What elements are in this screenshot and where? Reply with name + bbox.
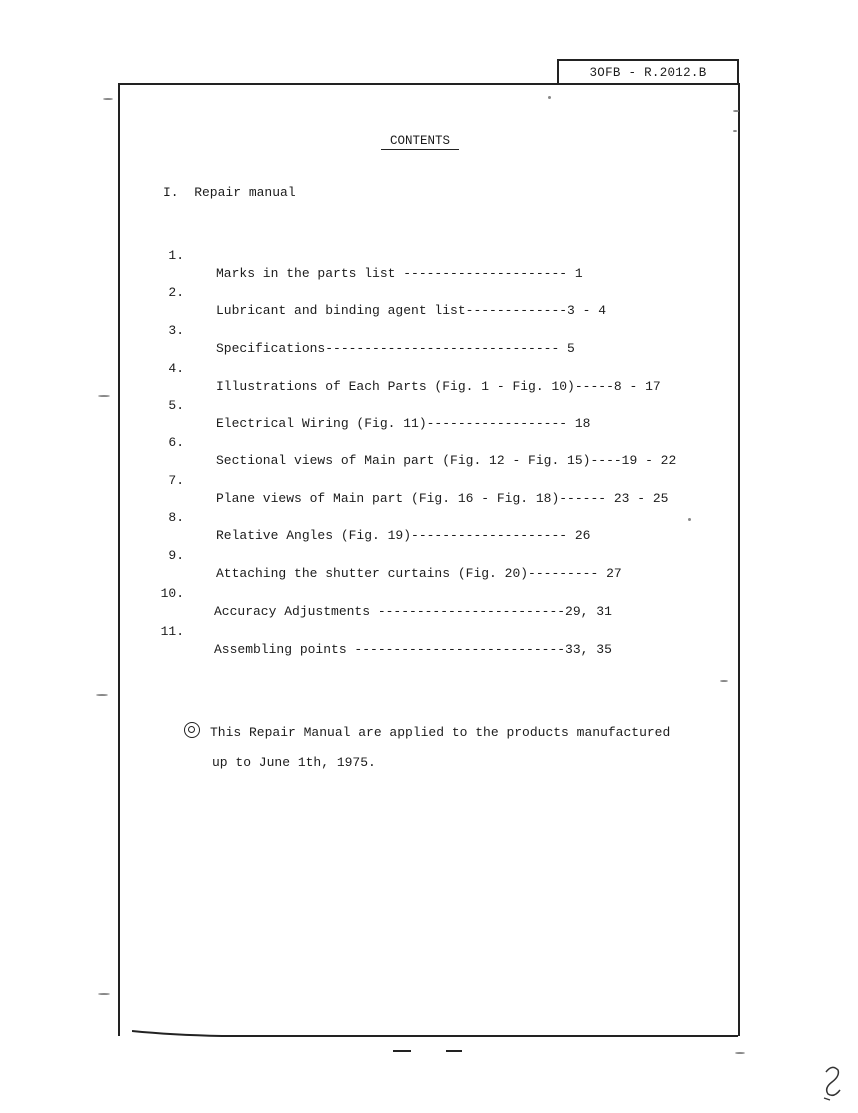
contents-title: CONTENTS bbox=[381, 134, 459, 150]
toc-item-number: 4. bbox=[168, 361, 184, 376]
toc-item-text: Illustrations of Each Parts (Fig. 1 - Fig. 10)-----8 - 17 bbox=[216, 379, 661, 394]
scan-speck bbox=[96, 694, 108, 696]
toc-item-number: 9. bbox=[168, 548, 184, 563]
toc-item-text: Specifications------------------------------ 5 bbox=[216, 341, 575, 356]
scan-speck bbox=[733, 110, 739, 112]
toc-item-text: Electrical Wiring (Fig. 11)------------------ 18 bbox=[216, 416, 591, 431]
toc-item-text: Marks in the parts list --------------------- 1 bbox=[216, 266, 583, 281]
double-circle-icon bbox=[184, 722, 200, 738]
toc-item-number: 7. bbox=[168, 473, 184, 488]
toc-item-number: 3. bbox=[168, 323, 184, 338]
page-frame bbox=[118, 83, 740, 1036]
note-line-2: up to June 1th, 1975. bbox=[212, 755, 376, 770]
toc-item-text: Assembling points ---------------------------33, 35 bbox=[214, 642, 612, 657]
toc-item-number: 2. bbox=[168, 285, 184, 300]
toc-item-number: 5. bbox=[168, 398, 184, 413]
scan-speck bbox=[733, 130, 737, 132]
toc-item-number: 1. bbox=[168, 248, 184, 263]
toc-item-number: 11. bbox=[160, 624, 184, 639]
toc-item-text: Attaching the shutter curtains (Fig. 20)--------- 27 bbox=[216, 566, 622, 581]
toc-item-number: 10. bbox=[160, 586, 184, 601]
applicability-note bbox=[184, 718, 670, 778]
scan-speck bbox=[720, 680, 728, 682]
scan-speck bbox=[548, 96, 551, 99]
toc-item-text: Accuracy Adjustments ------------------------29, 31 bbox=[214, 604, 612, 619]
scan-speck bbox=[98, 993, 110, 995]
toc-item-number: 6. bbox=[168, 435, 184, 450]
footer-dash bbox=[446, 1050, 462, 1052]
toc-item-number: 8. bbox=[168, 510, 184, 525]
toc-item-text: Relative Angles (Fig. 19)-------------------- 26 bbox=[216, 528, 591, 543]
handwritten-page-mark bbox=[820, 1062, 846, 1102]
note-line-1: This Repair Manual are applied to the products manufactured bbox=[184, 718, 670, 748]
section-heading: I. Repair manual bbox=[163, 185, 296, 200]
page-frame-bottom bbox=[132, 1030, 738, 1038]
scan-speck bbox=[688, 518, 691, 521]
scan-speck bbox=[103, 98, 113, 100]
toc-item-text: Plane views of Main part (Fig. 16 - Fig. 18)------ 23 - 25 bbox=[216, 491, 669, 506]
footer-dash bbox=[393, 1050, 411, 1052]
document-id: 3OFB - R.2012.B bbox=[557, 59, 739, 85]
toc-item-text: Lubricant and binding agent list-------------3 - 4 bbox=[216, 303, 607, 318]
scan-speck bbox=[98, 395, 110, 397]
toc-item-text: Sectional views of Main part (Fig. 12 - Fig. 15)----19 - 22 bbox=[216, 453, 677, 468]
scan-speck bbox=[735, 1052, 745, 1054]
